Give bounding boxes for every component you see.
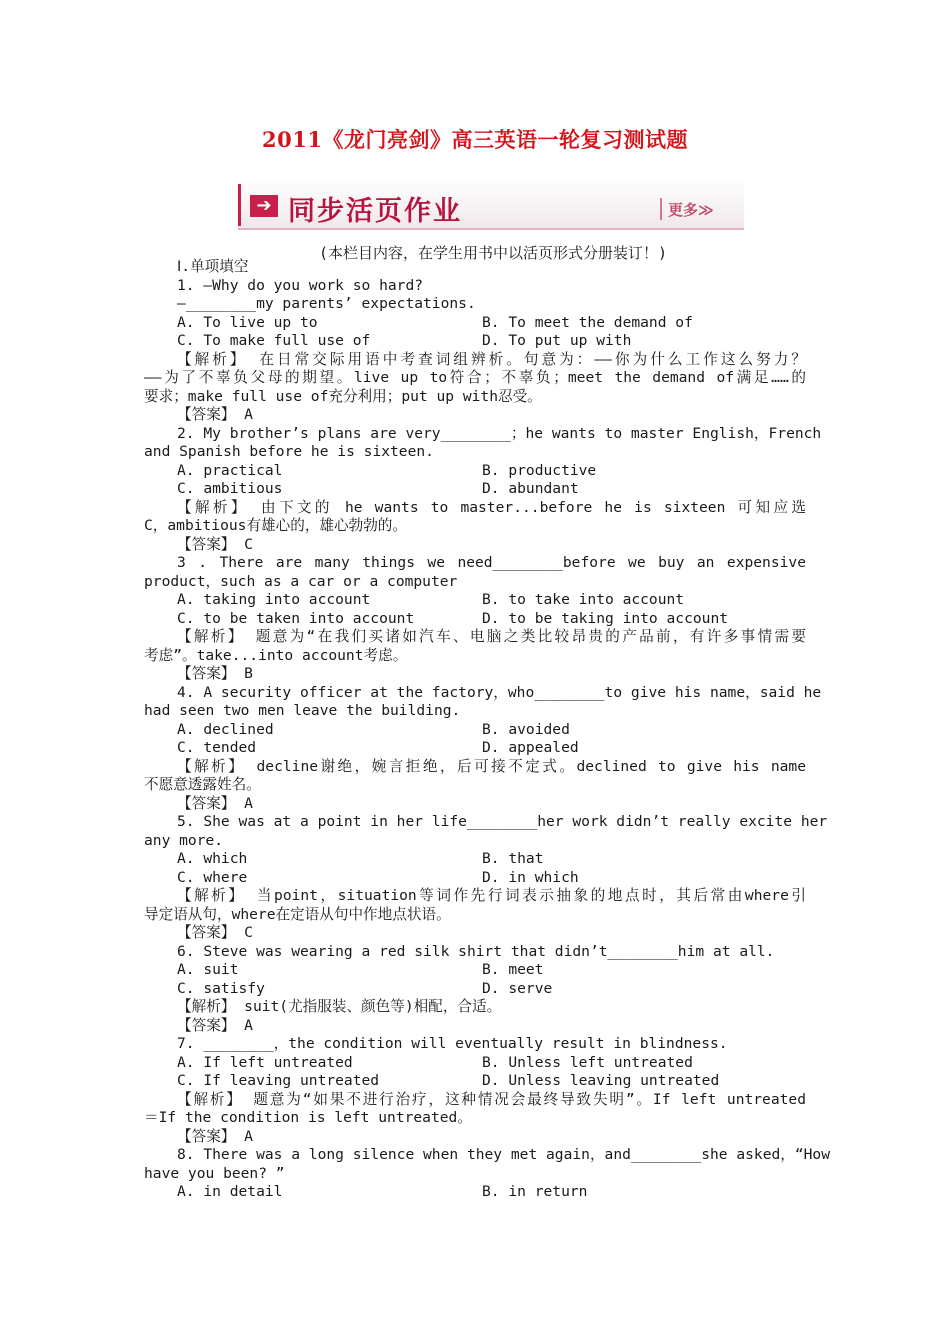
line-text: 要求；make full use of充分利用；put up with忍受。: [144, 387, 542, 405]
line-text: C，ambitious有雄心的，雄心勃勃的。: [144, 517, 407, 534]
line-text: 【答案】 A: [177, 1016, 253, 1034]
option-left: C. To make full use of: [177, 332, 371, 349]
option-right: D. abundant: [482, 480, 579, 497]
option-right: D. To put up with: [482, 332, 632, 349]
line-text: 【答案】 B: [177, 665, 253, 682]
line-text: 【答案】 A: [177, 406, 253, 423]
option-row: [144, 961, 806, 980]
document-title: 2011《龙门亮剑》高三英语一轮复习测试题: [262, 127, 688, 152]
line-text: 3 . There are many things we need________before we buy an expensive: [177, 554, 806, 571]
line-text: 【答案】 C: [177, 535, 253, 553]
line-text: 【解析】 decline谢绝，婉言拒绝，后可接不定式。declined to give his name: [177, 757, 806, 775]
line-text: ＝If the condition is left untreated。: [144, 1109, 472, 1126]
option-left: A. declined: [177, 720, 274, 738]
line-text: 【解析】 suit(尤指服装、颜色等)相配，合适。: [177, 998, 502, 1015]
option-row: [144, 721, 806, 740]
text-line: [144, 424, 822, 444]
option-left: C. tended: [177, 739, 257, 756]
line-text: 5. She was at a point in her life________her work didn’t really excite her: [177, 813, 828, 830]
option-left: A. practical: [177, 461, 283, 479]
text-line: [144, 665, 806, 684]
text-line: [144, 369, 806, 388]
line-text: had seen two men leave the building.: [144, 702, 461, 719]
line-text: any more.: [144, 831, 224, 849]
option-left: A. If left untreated: [177, 1053, 353, 1071]
text-line: [144, 1091, 806, 1110]
text-line: [144, 406, 806, 425]
line-text: 【解析】 当point，situation等词作先行词表示抽象的地点时，其后常由where引: [177, 887, 806, 904]
text-line: [144, 795, 806, 814]
text-line: [144, 998, 806, 1017]
text-line: [144, 683, 822, 703]
option-row: [144, 314, 806, 333]
option-right: B. in return: [482, 1183, 588, 1200]
option-left: A. in detail: [177, 1183, 283, 1200]
text-line: [144, 277, 806, 296]
option-row: [144, 462, 806, 481]
banner-accent-bar: [238, 184, 241, 226]
line-text: ——为了不辜负父母的期望。live up to符合；不辜负；meet the demand of满足……的: [144, 369, 806, 386]
option-right: B. To meet the demand of: [482, 313, 693, 331]
text-line: [144, 258, 806, 277]
text-line: [144, 536, 806, 555]
text-line: [144, 628, 806, 647]
option-row: [144, 610, 806, 629]
text-line: [144, 887, 806, 906]
text-line: [144, 499, 806, 518]
option-right: D. Unless leaving untreated: [482, 1072, 720, 1089]
text-line: [144, 1109, 806, 1128]
text-line: [144, 388, 806, 407]
line-text: 【解析】 题意为“在我们买诸如汽车、电脑之类比较昂贵的产品前，有许多事情需要: [177, 628, 806, 645]
text-line: [144, 1146, 831, 1165]
option-left: C. to be taken into account: [177, 609, 415, 627]
option-left: A. suit: [177, 961, 239, 978]
exercise-body: [144, 258, 831, 1202]
option-left: A. taking into account: [177, 591, 371, 608]
text-line: [144, 906, 806, 925]
line-text: 导定语从句，where在定语从句中作地点状语。: [144, 905, 451, 923]
option-right: D. serve: [482, 979, 553, 997]
more-link[interactable]: 更多≫: [668, 201, 714, 219]
line-text: 2. My brother’s plans are very________；he wants to master English，French: [177, 424, 822, 442]
text-line: [144, 702, 806, 721]
option-row: [144, 1054, 806, 1073]
line-text: product，such as a car or a computer: [144, 572, 458, 590]
line-text: have you been? ”: [144, 1164, 285, 1182]
option-row: [144, 980, 806, 999]
option-left: C. satisfy: [177, 979, 265, 997]
line-text: 【答案】 A: [177, 1127, 253, 1145]
text-line: [144, 1017, 806, 1036]
text-line: [144, 776, 806, 795]
line-text: 考虑”。take...into account考虑。: [144, 646, 408, 664]
line-text: 【解析】 在日常交际用语中考查词组辨析。句意为：——你为什么工作这么努力？: [177, 350, 806, 368]
line-text: 不愿意透露姓名。: [144, 776, 261, 793]
line-text: 8. There was a long silence when they met again，and________she asked，“How: [177, 1146, 831, 1163]
text-line: [144, 351, 806, 370]
option-right: B. to take into account: [482, 591, 685, 608]
option-left: C. If leaving untreated: [177, 1072, 380, 1089]
text-line: [144, 554, 806, 573]
text-line: [144, 295, 806, 314]
option-row: [144, 1072, 806, 1091]
line-text: —________my parents’ expectations.: [177, 295, 476, 312]
option-right: B. productive: [482, 461, 597, 479]
option-right: D. in which: [482, 868, 579, 886]
option-row: [144, 591, 806, 610]
text-line: [144, 758, 806, 777]
banner-divider: [660, 198, 662, 220]
option-row: [144, 739, 806, 758]
line-text: 【解析】 由下文的 he wants to master...before he is sixteen 可知应选: [177, 498, 806, 516]
option-left: A. To live up to: [177, 313, 318, 331]
line-text: 【答案】 C: [177, 924, 253, 941]
line-text: 7. ________，the condition will eventually result in blindness.: [177, 1035, 728, 1052]
banner-underline: [238, 228, 744, 230]
line-text: 1. —Why do you work so hard?: [177, 276, 424, 294]
text-line: [144, 573, 806, 592]
text-line: [144, 832, 806, 851]
option-right: D. appealed: [482, 739, 579, 756]
text-line: [144, 443, 806, 462]
option-right: B. avoided: [482, 720, 570, 738]
section-banner: [238, 176, 744, 230]
option-right: B. that: [482, 850, 544, 867]
option-row: [144, 850, 806, 869]
option-row: [144, 1183, 806, 1202]
text-line: [144, 1035, 806, 1054]
line-text: Ⅰ.单项填空: [177, 258, 249, 275]
option-right: B. Unless left untreated: [482, 1053, 693, 1071]
option-row: [144, 480, 806, 499]
text-line: [144, 924, 806, 943]
banner-title: 同步活页作业: [288, 196, 462, 227]
option-right: B. meet: [482, 961, 544, 978]
text-line: [144, 1165, 806, 1184]
line-text: 6. Steve was wearing a red silk shirt that didn’t________him at all.: [177, 942, 775, 960]
option-row: [144, 869, 806, 888]
line-text: 【答案】 A: [177, 794, 253, 812]
line-text: 【解析】 题意为“如果不进行治疗，这种情况会最终导致失明”。If left untreated: [177, 1090, 806, 1108]
arrow-right-icon: ➔: [250, 195, 278, 217]
binding-note: (本栏目内容，在学生用书中以活页形式分册装订！): [318, 244, 668, 262]
text-line: [144, 647, 806, 666]
option-left: C. where: [177, 868, 248, 886]
text-line: [144, 943, 806, 962]
option-row: [144, 332, 806, 351]
text-line: [144, 813, 828, 832]
text-line: [144, 1128, 806, 1147]
option-left: C. ambitious: [177, 480, 283, 497]
line-text: 4. A security officer at the factory，who________to give his name，said he: [177, 683, 822, 701]
text-line: [144, 517, 806, 536]
option-right: D. to be taking into account: [482, 609, 729, 627]
line-text: and Spanish before he is sixteen.: [144, 443, 434, 460]
option-left: A. which: [177, 850, 248, 867]
